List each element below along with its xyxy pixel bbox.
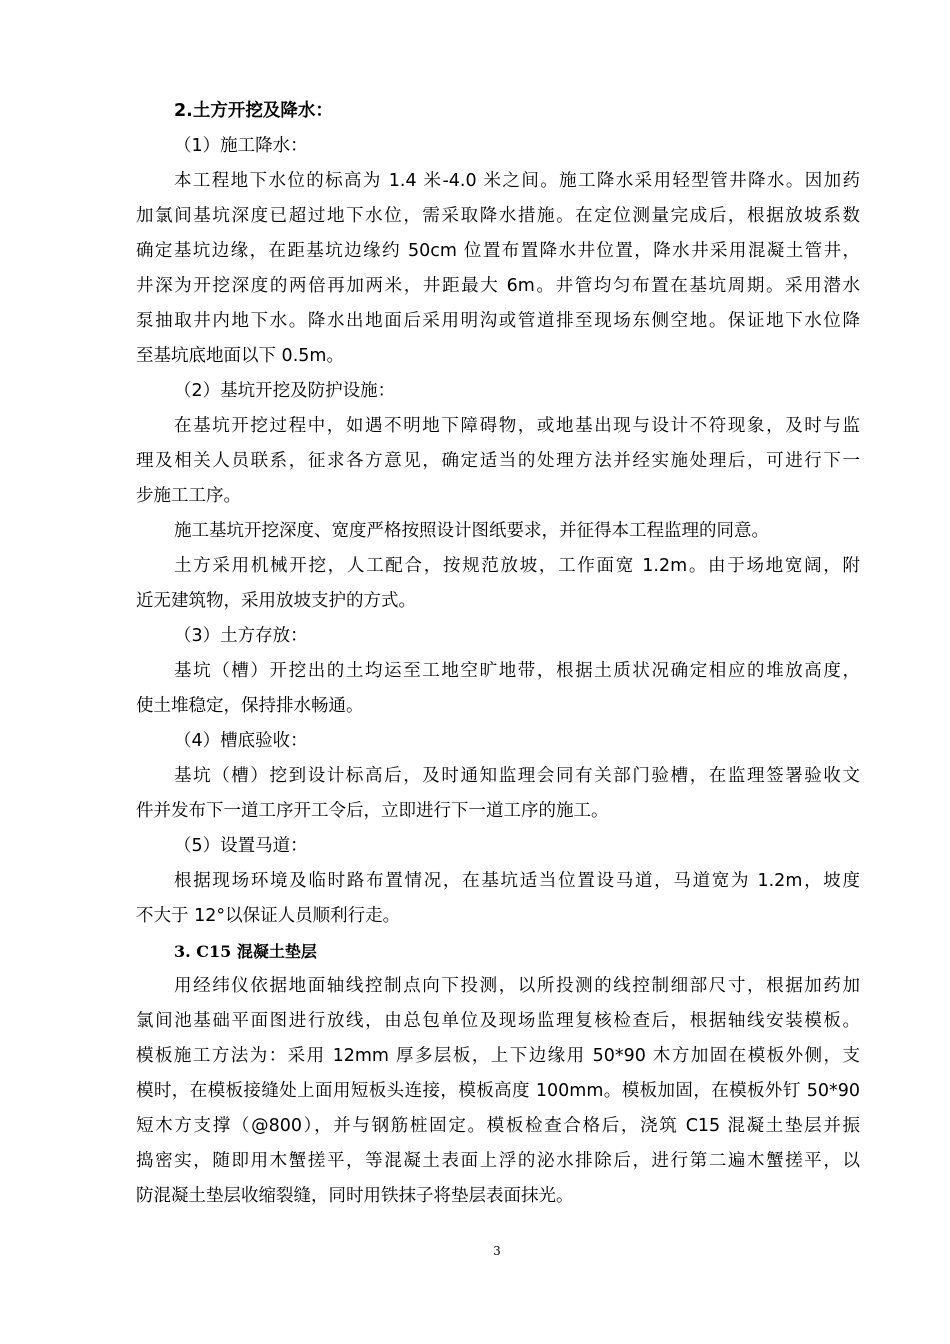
subheading-soil-storage: （3）土方存放： (174, 626, 308, 646)
text-line: 模时，在模板接缝处上面用短板头连接，模板高度 100mm。模板加固，在模板外钉 50*90 (136, 1081, 860, 1101)
text-line: 施工基坑开挖深度、宽度严格按照设计图纸要求，并征得本工程监理的同意。 (174, 521, 769, 541)
text-line: 基坑（槽）开挖出的土均运至工地空旷地带，根据土质状况确定相应的堆放高度， (174, 661, 860, 681)
paragraph-excavation-obstacles (136, 409, 860, 514)
text-line: 不大于 12°以保证人员顺利行走。 (136, 906, 401, 926)
text-line: 近无建筑物，采用放坡支护的方式。 (136, 591, 416, 611)
paragraph-dewatering (136, 164, 860, 374)
subheading-ramp: （5）设置马道： (174, 836, 308, 856)
paragraph-concrete-cushion (136, 969, 860, 1214)
text-line: 理及相关人员联系，征求各方意见，确定适当的处理方法并经实施处理后，可进行下一 (136, 451, 860, 471)
text-line: 模板施工方法为：采用 12mm 厚多层板，上下边缘用 50*90 木方加固在模板外侧，支 (136, 1046, 860, 1066)
paragraph-excavation-depth (136, 514, 860, 549)
text-line: 用经纬仪依据地面轴线控制点向下投测，以所投测的线控制细部尺寸，根据加药加 (174, 976, 860, 996)
paragraph-mechanical-excavation (136, 549, 860, 619)
page-content (136, 94, 860, 1214)
subheading-excavation-protection: （2）基坑开挖及防护设施： (174, 381, 396, 401)
text-line: 捣密实，随即用木蟹搓平，等混凝土表面上浮的泌水排除后，进行第二遍木蟹搓平，以 (136, 1151, 860, 1171)
text-line: 井深为开挖深度的两倍再加两米，井距最大 6m。井管均匀布置在基坑周期。采用潜水 (136, 276, 860, 296)
page-number: 3 (493, 1244, 501, 1258)
subheading-dewatering: （1）施工降水： (174, 136, 308, 156)
text-line: 土方采用机械开挖，人工配合，按规范放坡，工作面宽 1.2m。由于场地宽阔，附 (174, 556, 860, 576)
paragraph-trench-acceptance (136, 759, 860, 829)
text-line: 基坑（槽）挖到设计标高后，及时通知监理会同有关部门验槽，在监理签署验收文 (174, 766, 860, 786)
paragraph-soil-storage (136, 654, 860, 724)
text-line: 泵抽取井内地下水。降水出地面后采用明沟或管道排至现场东侧空地。保证地下水位降 (136, 311, 860, 331)
text-line: 确定基坑边缘，在距基坑边缘约 50cm 位置布置降水井位置，降水井采用混凝土管井， (136, 241, 860, 261)
text-line: 加氯间基坑深度已超过地下水位，需采取降水措施。在定位测量完成后，根据放坡系数 (136, 206, 860, 226)
text-line: 使土堆稳定，保持排水畅通。 (136, 696, 364, 716)
text-line: 步施工工序。 (136, 486, 241, 506)
section-heading-concrete-cushion: 3. C15 混凝土垫层 (174, 942, 317, 961)
section-heading-earthwork: 2.土方开挖及降水： (174, 101, 333, 121)
text-line: 根据现场环境及临时路布置情况，在基坑适当位置设马道，马道宽为 1.2m，坡度 (174, 871, 860, 891)
text-line: 短木方支撑（@800），并与钢筋桩固定。模板检查合格后，浇筑 C15 混凝土垫层并振 (136, 1116, 860, 1136)
text-line: 氯间池基础平面图进行放线，由总包单位及现场监理复核检查后，根据轴线安装模板。 (136, 1011, 860, 1031)
text-line: 至基坑底地面以下 0.5m。 (136, 346, 344, 366)
paragraph-ramp (136, 864, 860, 934)
subheading-trench-acceptance: （4）槽底验收： (174, 731, 308, 751)
text-line: 在基坑开挖过程中，如遇不明地下障碍物，或地基出现与设计不符现象，及时与监 (174, 416, 860, 436)
text-line: 件并发布下一道工序开工令后，立即进行下一道工序的施工。 (136, 801, 609, 821)
text-line: 本工程地下水位的标高为 1.4 米-4.0 米之间。施工降水采用轻型管井降水。因加药 (174, 171, 860, 191)
text-line: 防混凝土垫层收缩裂缝，同时用铁抹子将垫层表面抹光。 (136, 1186, 574, 1206)
